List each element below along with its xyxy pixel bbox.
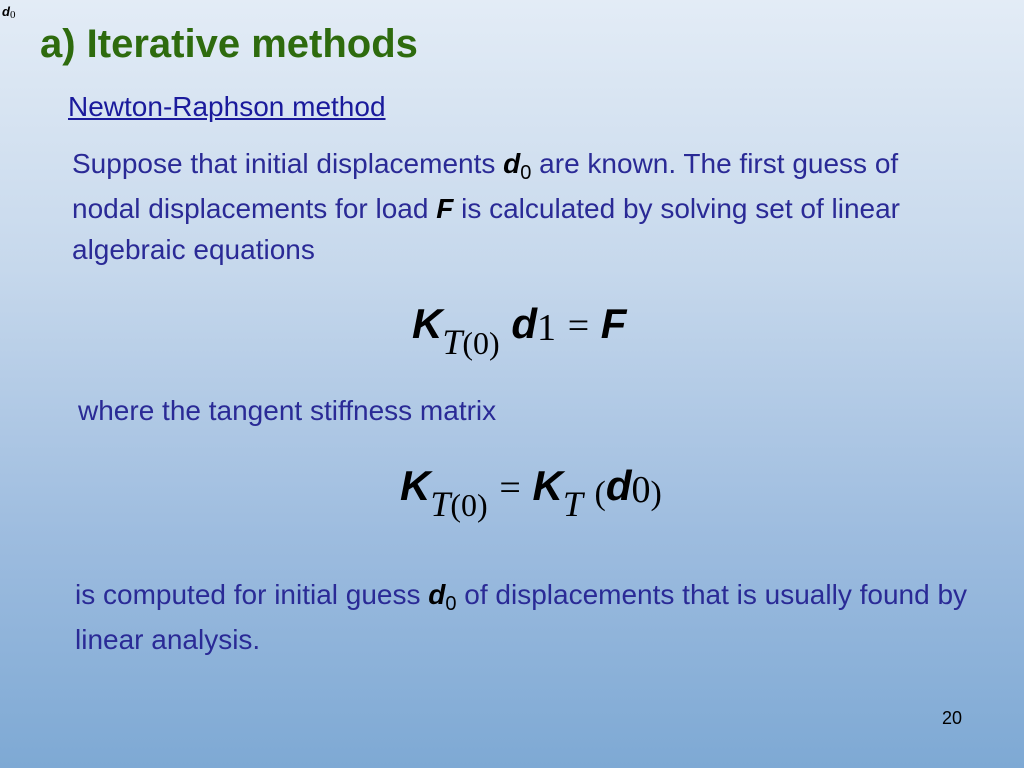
corner-sub: 0 xyxy=(9,9,16,21)
symbol-F: F xyxy=(436,193,454,224)
eq2-T: T xyxy=(430,484,451,524)
paragraph-tangent: where the tangent stiffness matrix xyxy=(78,395,497,426)
slide-title: a) Iterative methods xyxy=(40,22,418,66)
eq1-paren: (0) xyxy=(462,325,500,361)
paragraph-conclusion xyxy=(75,574,975,660)
eq2-paren: (0) xyxy=(450,487,488,523)
section-subtitle-link[interactable]: Newton-Raphson method xyxy=(68,91,386,122)
intro-text-3: is calculated by solving set of linear algebraic equations xyxy=(72,193,901,265)
conclusion-text-2: of displacements that is usually found by linear analysis. xyxy=(75,579,968,655)
symbol-d: d xyxy=(503,148,521,179)
intro-text-1: Suppose that initial displacements xyxy=(72,148,504,179)
symbol-d0-sub: 0 xyxy=(445,593,457,615)
eq2-d: d xyxy=(605,462,632,509)
paragraph-intro xyxy=(72,143,972,270)
eq1-K: K xyxy=(412,300,443,347)
corner-d: d xyxy=(2,4,10,19)
eq2-equals: = xyxy=(499,467,521,509)
corner-symbol xyxy=(2,4,15,19)
eq2-open-paren: ( xyxy=(594,475,606,512)
eq1-T: T xyxy=(442,322,463,362)
eq2-K: K xyxy=(400,462,431,509)
eq1-d: d xyxy=(511,300,538,347)
conclusion-text-1: is computed for initial guess xyxy=(75,579,429,610)
eq1-equals: = xyxy=(567,305,590,347)
eq1-F: F xyxy=(600,300,627,347)
eq2-K2: K xyxy=(532,462,563,509)
intro-text-2: are known. The first guess of nodal displacements for load xyxy=(72,148,899,224)
eq2-zero: 0 xyxy=(631,469,651,511)
symbol-d-sub: 0 xyxy=(520,162,532,184)
eq2-close-paren: ) xyxy=(650,475,662,512)
page-number: 20 xyxy=(941,708,962,728)
eq1-one: 1 xyxy=(537,307,557,349)
symbol-d0: d xyxy=(428,579,446,610)
equation-1 xyxy=(412,300,627,362)
equation-2 xyxy=(400,462,662,524)
eq2-T2: T xyxy=(562,484,583,524)
